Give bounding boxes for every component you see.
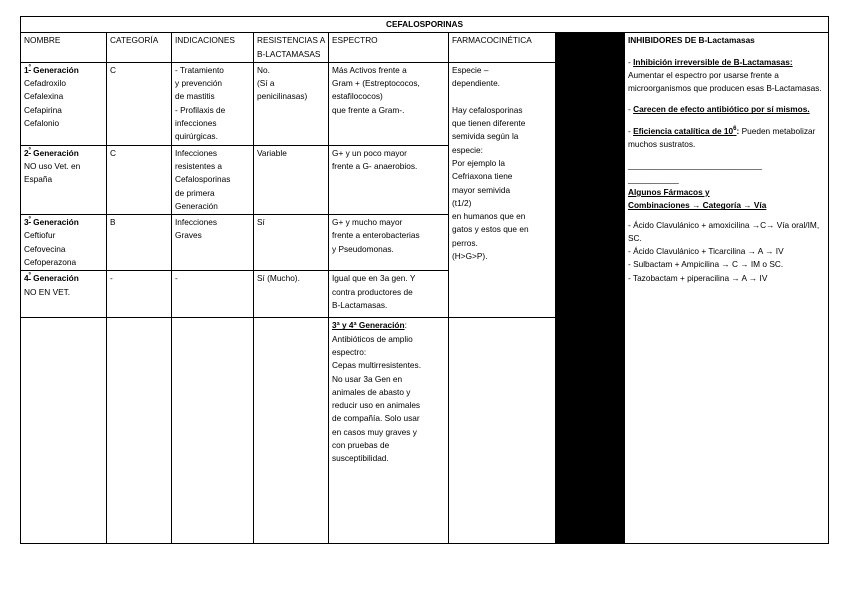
side-p3-heading: Eficiencia catalítica de $10^6$ [633, 125, 737, 136]
categoria-cell: - [107, 271, 172, 318]
side-p4-heading-2: Combinaciones → Categoría → Vía [628, 200, 767, 211]
nombre-cell [21, 62, 107, 145]
side-title: INHIBIDORES DE B-Lactamasas [628, 35, 755, 46]
indicaciones-cell: Infecciones Graves [172, 215, 254, 271]
cefalosporinas-table [20, 16, 829, 544]
drug-name: Ceftiofur [24, 230, 56, 241]
generation-label: $2^º$ Generación [24, 147, 79, 158]
drug-name: NO uso Vet. en [24, 160, 81, 171]
resistencia-cell: Sí [254, 215, 329, 271]
combo-item: - Ácido Clavulánico + Ticarcilina → A → IV [628, 246, 784, 257]
header-espectro: ESPECTRO [329, 33, 449, 63]
combo-item: - Sulbactam + Ampicilina → C → IM o SC. [628, 259, 784, 270]
categoria-cell: C [107, 62, 172, 145]
empty-cell [21, 318, 107, 544]
side-paragraph-1: - Inhibición irreversible de B-Lactamasas: Aumentar el espectro por usarse frente a microorganismos que producen esas B-Lactamasas. [628, 56, 822, 94]
espectro-cell: Más Activos frente a Gram + (Estreptococos, estafilococos) que frente a Gram-. [329, 62, 449, 145]
espectro-cell: G+ y un poco mayor frente a G- anaerobios. [329, 145, 449, 214]
header-nombre: NOMBRE [21, 33, 107, 63]
drug-name: Cefapirina [24, 104, 62, 115]
espectro-cell: Igual que en 3a gen. Y contra productores de B-Lactamasas. [329, 271, 449, 318]
header-categoria: CATEGORÍA [107, 33, 172, 63]
side-separator: _____________________________ [628, 160, 762, 171]
indicaciones-cell: - [172, 271, 254, 318]
note-heading: 3ª y 4ª Generación: [332, 320, 407, 331]
combo-item: - Ácido Clavulánico + amoxicilina →C→ Vía oral/IM, SC. [628, 219, 820, 243]
categoria-cell: B [107, 215, 172, 271]
empty-cell [449, 318, 556, 544]
side-p3-text: Pueden metabolizar muchos sustratos. [628, 125, 816, 150]
nombre-cell [21, 145, 107, 214]
header-resistencias [254, 33, 329, 63]
drug-name: Cefoperazona [24, 257, 77, 268]
drug-name: Cefalonio [24, 118, 60, 129]
header-resistencias-line1: RESISTENCIAS A [257, 35, 326, 46]
combo-list [628, 219, 825, 285]
farmacocinetica-cell: Especie – dependiente. Hay cefalosporinas que tienen diferente semivida según la especie: Por ejemplo la Cefriaxona tiene mayor semivida (t1/2) en humanos que en gatos y estos que en perros. (H>G>P). [449, 62, 556, 317]
nombre-cell [21, 271, 107, 318]
side-p1-heading: Inhibición irreversible de B-Lactamasas: [633, 56, 793, 67]
drug-name: NO EN VET. [24, 286, 71, 297]
indicaciones-cell: - Tratamiento y prevención de mastitis - Profilaxis de infecciones quirúrgicas. [172, 62, 254, 145]
nombre-cell [21, 215, 107, 271]
resistencia-cell: No. (Sí a penicilinasas) [254, 62, 329, 145]
empty-cell [172, 318, 254, 544]
black-column [556, 33, 625, 544]
inhibidores-panel [625, 33, 829, 544]
generation-note-cell: 3ª y 4ª Generación: Antibióticos de amplio espectro: Cepas multirresistentes. No usar 3a Gen en animales de abasto y reducir uso en animales de compañía. Solo usar en casos muy graves y con pruebas de susceptibilidad. [329, 318, 449, 544]
empty-cell [107, 318, 172, 544]
generation-label: $3^º$ Generación [24, 217, 79, 228]
side-p2-heading: Carecen de efecto antibiótico por sí mismos. [633, 104, 810, 115]
header-farmacocinetica: FARMACOCINÉTICA [449, 33, 556, 63]
side-paragraph-2: - Carecen de efecto antibiótico por sí mismos. [628, 104, 810, 115]
categoria-cell: C [107, 145, 172, 214]
drug-name: Cefalexina [24, 91, 64, 102]
drug-name: Cefovecina [24, 243, 66, 254]
resistencia-cell: Variable [254, 145, 329, 214]
header-resistencias-line2: B-LACTAMASAS [257, 48, 321, 59]
side-p1-text: Aumentar el espectro por usarse frente a microorganismos que producen esas B-Lactamasas. [628, 69, 822, 94]
side-paragraph-3: - Eficiencia catalítica de $10^6$: Pueden metabolizar muchos sustratos. [628, 125, 816, 150]
side-separator-2: ___________ [628, 173, 679, 184]
indicaciones-cell: Infecciones resistentes a Cefalosporinas de primera Generación [172, 145, 254, 214]
drug-name: Cefadroxilo [24, 78, 66, 89]
table-title: CEFALOSPORINAS [21, 17, 829, 33]
header-indicaciones: INDICACIONES [172, 33, 254, 63]
espectro-cell: G+ y mucho mayor frente a enterobacterias y Pseudomonas. [329, 215, 449, 271]
resistencia-cell: Sí (Mucho). [254, 271, 329, 318]
drug-name: España [24, 174, 53, 185]
side-p4-heading-1: Algunos Fármacos y [628, 186, 710, 197]
combo-item: - Tazobactam + piperacilina → A → IV [628, 272, 768, 283]
generation-label: $1^º$ Generación [24, 64, 79, 75]
empty-cell [254, 318, 329, 544]
generation-label: $4^º$ Generación [24, 273, 79, 284]
